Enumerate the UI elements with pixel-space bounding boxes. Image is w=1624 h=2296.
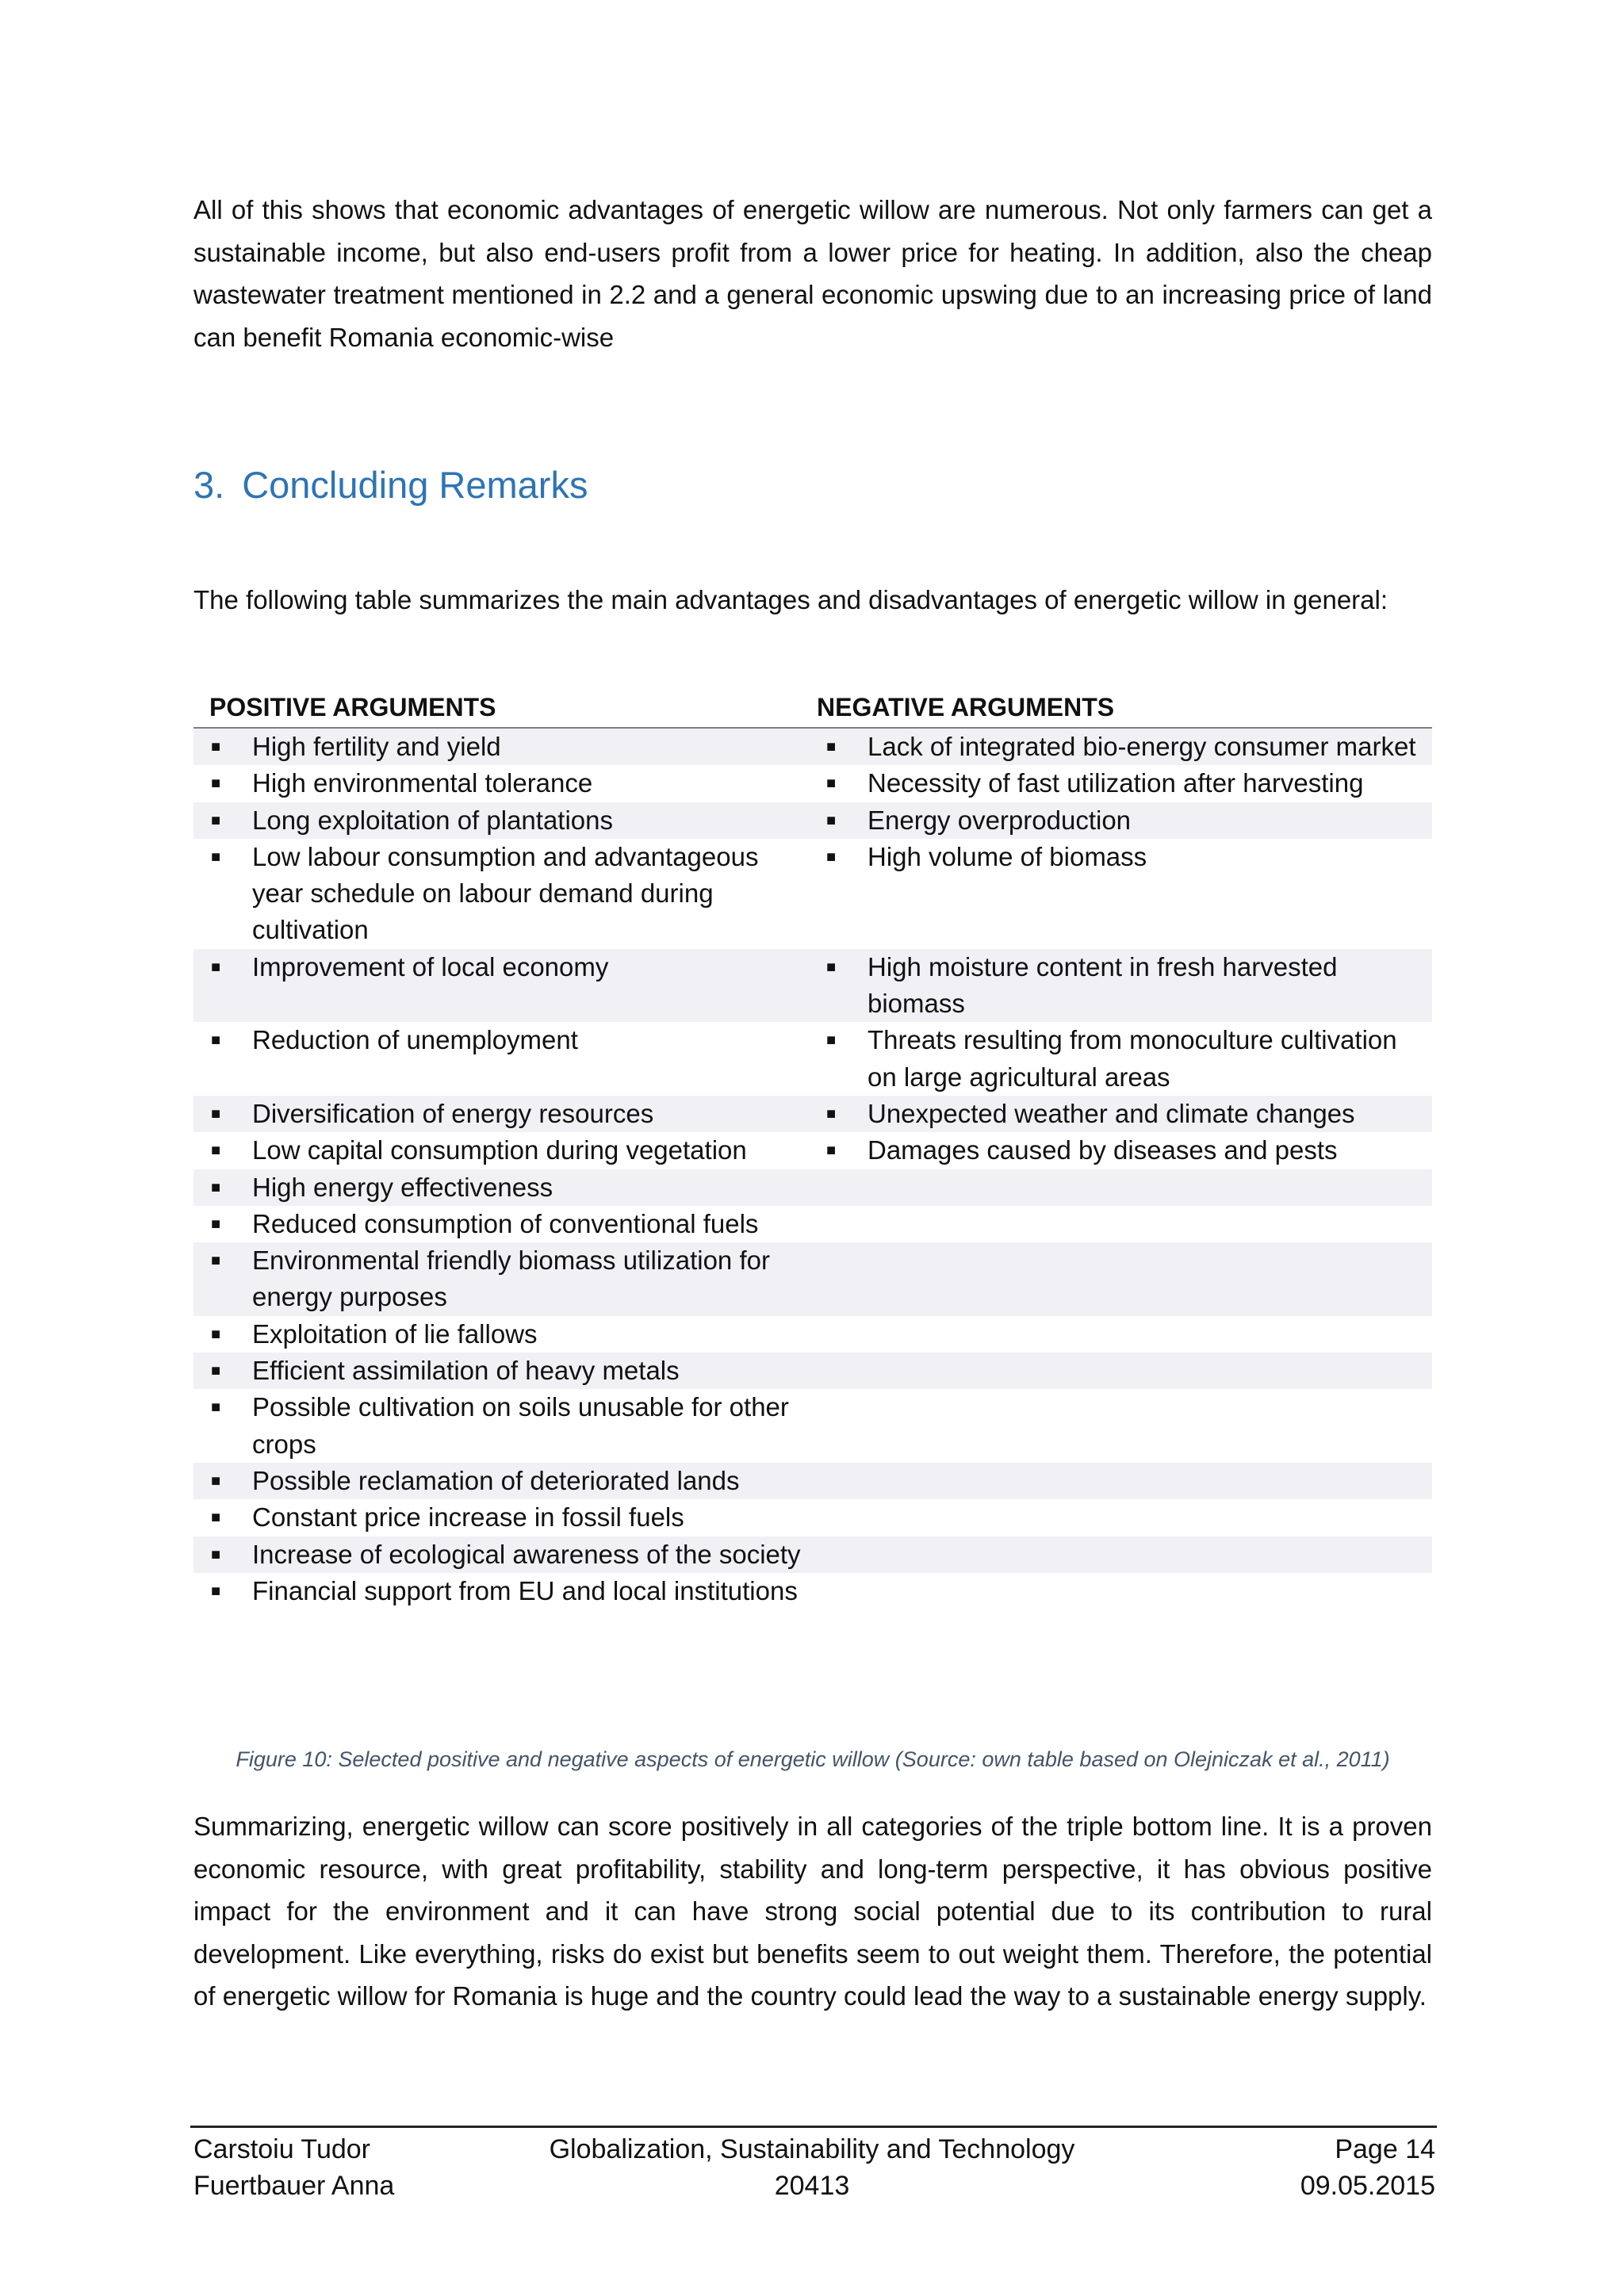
square-bullet-icon: ■ [211, 1582, 221, 1600]
positive-argument-text: Reduced consumption of conventional fuels [252, 1208, 759, 1238]
positive-argument-text: Possible cultivation on soils unusable for other crops [252, 1392, 789, 1459]
footer-course [511, 2131, 1113, 2204]
positive-argument-text: High energy effectiveness [252, 1172, 553, 1202]
figure-caption: Figure 10: Selected positive and negative aspects of energetic willow (Source: own table based on Olejniczak et al., 2011) [236, 1747, 1390, 1771]
positive-argument-cell [193, 1132, 817, 1169]
table-row [193, 949, 1432, 1023]
table-row [193, 802, 1432, 839]
table-row [193, 1353, 1432, 1389]
negative-argument-cell [817, 729, 1432, 765]
positive-argument-cell [193, 729, 817, 765]
negative-argument-cell [817, 1536, 1432, 1573]
square-bullet-icon: ■ [826, 738, 837, 756]
negative-argument-cell [817, 802, 1432, 839]
negative-argument-cell [817, 1463, 1432, 1499]
negative-argument-cell [817, 1573, 1432, 1609]
square-bullet-icon: ■ [211, 1215, 221, 1233]
negative-argument-cell [817, 1169, 1432, 1206]
negative-argument-cell [817, 1389, 1432, 1463]
table-row [193, 1096, 1432, 1132]
negative-argument-text: Energy overproduction [868, 805, 1132, 835]
positive-argument-cell [193, 1169, 817, 1206]
section-title: Concluding Remarks [242, 464, 588, 506]
positive-argument-cell [193, 1353, 817, 1389]
footer-course-code: 20413 [774, 2171, 850, 2201]
footer-page-info [1300, 2131, 1435, 2204]
positive-argument-text: Low capital consumption during vegetation [252, 1135, 747, 1165]
negative-argument-cell [817, 765, 1432, 802]
table-row [193, 1316, 1432, 1353]
table-row [193, 1499, 1432, 1536]
negative-argument-text: High moisture content in fresh harvested biomass [868, 951, 1338, 1019]
square-bullet-icon: ■ [211, 1031, 221, 1050]
negative-argument-cell [817, 1499, 1432, 1536]
positive-argument-cell [193, 1022, 817, 1096]
negative-argument-cell [817, 1242, 1432, 1316]
square-bullet-icon: ■ [826, 811, 837, 829]
square-bullet-icon: ■ [211, 811, 221, 829]
positive-argument-cell [193, 1573, 817, 1609]
footer-date: 09.05.2015 [1300, 2171, 1435, 2201]
positive-argument-cell [193, 949, 817, 1023]
table-body [193, 729, 1432, 1609]
square-bullet-icon: ■ [826, 1104, 837, 1123]
table-row [193, 1022, 1432, 1096]
square-bullet-icon: ■ [211, 1509, 221, 1527]
footer-page-number: Page 14 [1335, 2134, 1435, 2164]
negative-argument-text: Damages caused by diseases and pests [868, 1135, 1338, 1165]
square-bullet-icon: ■ [211, 775, 221, 793]
footer-course-title: Globalization, Sustainability and Technology [549, 2134, 1075, 2164]
positive-argument-text: Possible reclamation of deteriorated lands [252, 1465, 740, 1495]
positive-argument-cell [193, 802, 817, 839]
section-number: 3. [193, 464, 225, 506]
section-heading [193, 461, 588, 509]
negative-argument-cell [817, 1206, 1432, 1242]
positive-argument-text: Exploitation of lie fallows [252, 1318, 538, 1349]
header-negative: NEGATIVE ARGUMENTS [817, 693, 1115, 721]
negative-argument-text: Threats resulting from monoculture cultivation on large agricultural areas [868, 1025, 1397, 1092]
negative-argument-cell [817, 1353, 1432, 1389]
positive-argument-text: Financial support from EU and local institutions [252, 1575, 798, 1605]
negative-argument-text: Lack of integrated bio-energy consumer market [868, 732, 1416, 761]
square-bullet-icon: ■ [211, 958, 221, 976]
positive-argument-cell [193, 1096, 817, 1132]
square-bullet-icon: ■ [211, 1325, 221, 1343]
square-bullet-icon: ■ [211, 1142, 221, 1160]
square-bullet-icon: ■ [826, 1142, 837, 1160]
positive-argument-cell [193, 1242, 817, 1316]
negative-argument-cell [817, 949, 1432, 1023]
square-bullet-icon: ■ [211, 848, 221, 866]
header-positive: POSITIVE ARGUMENTS [209, 693, 496, 721]
table-intro-paragraph: The following table summarizes the main advantages and disadvantages of energetic willow in general: [193, 585, 1388, 614]
positive-argument-cell [193, 1316, 817, 1353]
square-bullet-icon: ■ [211, 1362, 221, 1380]
positive-argument-text: Long exploitation of plantations [252, 805, 614, 835]
table-row [193, 1169, 1432, 1206]
positive-argument-text: Efficient assimilation of heavy metals [252, 1356, 680, 1386]
positive-argument-text: Increase of ecological awareness of the society [252, 1539, 801, 1569]
footer-authors [193, 2131, 394, 2204]
positive-argument-cell [193, 1206, 817, 1242]
square-bullet-icon: ■ [211, 1471, 221, 1490]
negative-argument-cell [817, 1316, 1432, 1353]
positive-argument-text: Environmental friendly biomass utilization for energy purposes [252, 1246, 770, 1312]
square-bullet-icon: ■ [211, 1252, 221, 1270]
footer-divider [190, 2126, 1437, 2128]
positive-argument-text: Diversification of energy resources [252, 1098, 654, 1128]
negative-argument-text: Unexpected weather and climate changes [868, 1098, 1355, 1128]
negative-argument-cell [817, 1022, 1432, 1096]
positive-argument-cell [193, 1499, 817, 1536]
negative-argument-text: Necessity of fast utilization after harvesting [868, 768, 1364, 798]
table-row [193, 1206, 1432, 1242]
summary-paragraph: Summarizing, energetic willow can score positively in all categories of the triple bottom line. It is a proven economic resource, with great profitability, stability and long-term perspective, it has obvious positive impact for the environment and it can have strong social potential due to its contribution to rural development. Like everything, risks do exist but benefits seem to out weight them. Therefore, the potential of energetic willow for Romania is huge and the country could lead the way to a sustainable energy supply. [193, 1812, 1432, 2011]
positive-argument-text: High fertility and yield [252, 732, 501, 761]
table-row [193, 1242, 1432, 1316]
intro-paragraph: All of this shows that economic advantages of energetic willow are numerous. Not only farmers can get a sustainable income, but also end-users profit from a lower price for heating. In addition, also the cheap wastewater treatment mentioned in 2.2 and a general economic upswing due to an increasing price of land can benefit Romania economic-wise [193, 195, 1432, 352]
positive-argument-text: High environmental tolerance [252, 768, 593, 798]
table-row [193, 729, 1432, 765]
square-bullet-icon: ■ [211, 1545, 221, 1563]
positive-argument-text: Constant price increase in fossil fuels [252, 1502, 684, 1533]
table-header-row [193, 687, 1432, 729]
negative-argument-text: High volume of biomass [868, 841, 1147, 871]
square-bullet-icon: ■ [826, 848, 837, 866]
positive-argument-cell [193, 765, 817, 802]
positive-argument-text: Improvement of local economy [252, 951, 609, 982]
square-bullet-icon: ■ [211, 1399, 221, 1417]
positive-argument-text: Reduction of unemployment [252, 1025, 578, 1055]
positive-argument-text: Low labour consumption and advantageous year schedule on labour demand during cultivation [252, 841, 759, 945]
table-row [193, 1536, 1432, 1573]
square-bullet-icon: ■ [826, 1031, 837, 1050]
arguments-table [193, 687, 1432, 1609]
negative-argument-cell [817, 1132, 1432, 1169]
positive-argument-cell [193, 839, 817, 949]
square-bullet-icon: ■ [211, 1178, 221, 1196]
footer-author-1: Carstoiu Tudor [193, 2134, 370, 2164]
positive-argument-cell [193, 1463, 817, 1499]
table-row [193, 1573, 1432, 1609]
footer-author-2: Fuertbauer Anna [193, 2171, 395, 2201]
negative-argument-cell [817, 1096, 1432, 1132]
table-row [193, 839, 1432, 949]
table-row [193, 765, 1432, 802]
square-bullet-icon: ■ [211, 738, 221, 756]
table-row [193, 1389, 1432, 1463]
square-bullet-icon: ■ [826, 775, 837, 793]
table-row [193, 1132, 1432, 1169]
table-row [193, 1463, 1432, 1499]
positive-argument-cell [193, 1536, 817, 1573]
positive-argument-cell [193, 1389, 817, 1463]
negative-argument-cell [817, 839, 1432, 949]
square-bullet-icon: ■ [211, 1104, 221, 1123]
square-bullet-icon: ■ [826, 958, 837, 976]
